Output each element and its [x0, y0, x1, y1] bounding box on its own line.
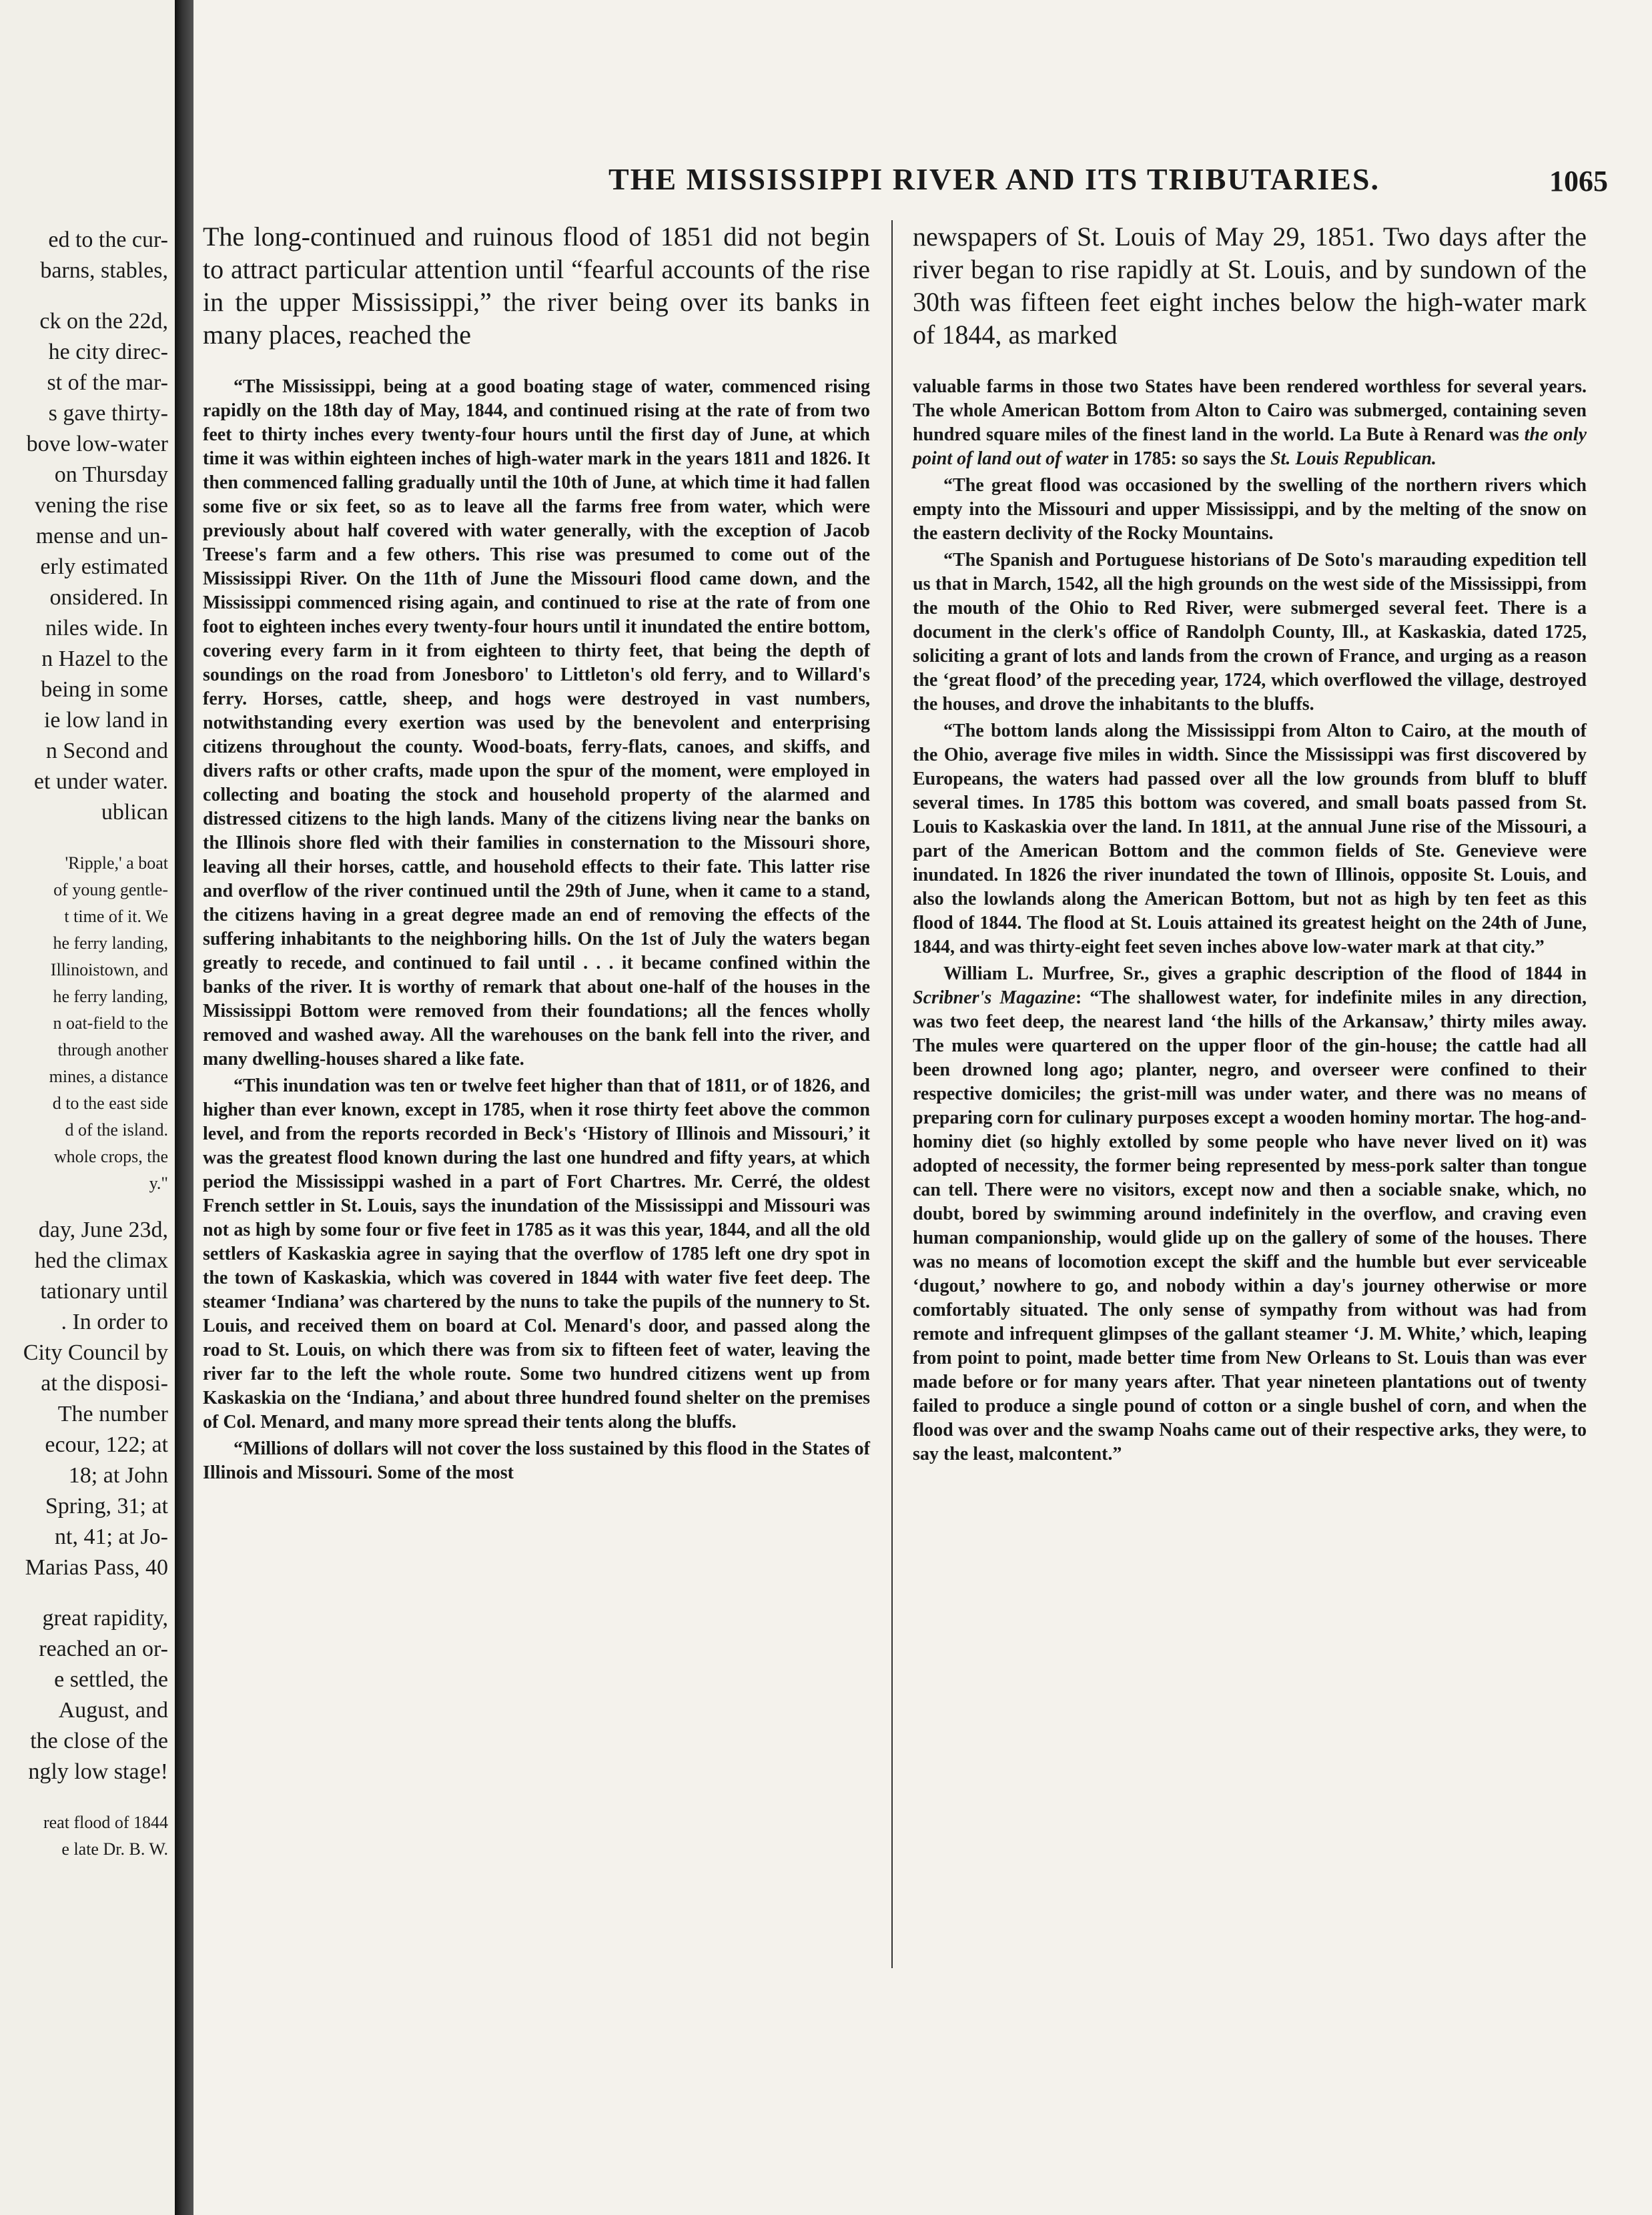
right-column: [913, 220, 1587, 1469]
facing-page-line: whole crops, the: [53, 1147, 168, 1166]
quote-paragraph: “This inundation was ten or twelve feet higher than that of 1811, or of 1826, and higher than ever known, except in 1785, when it rose thirty feet above the common level, and from the reports recorded in Beck's ‘History of Illinois and Missouri,’ it was the greatest flood known during the last one hundred and fifty years, at which period the Mississippi washed in a part of Fort Chartres. Mr. Cerré, the oldest French settler in St. Louis, says the inundation of the Mississippi and Missouri was not as high by some four or five feet in 1785 as it was this year, 1844, and all the old settlers of Kaskaskia agree in saying that the overflow of 1785 left one dry spot in the town of Kaskaskia, which was covered in 1844 with water five feet deep. The steamer ‘Indiana’ was chartered by the nuns to take the pupils of the nunnery to St. Louis, and received them on board at Col. Menard's door, and passed along the road to St. Louis, on which there was from six to fifteen feet of water, leaving the river far to the left the whole route. Some two hundred citizens went up from Kaskaskia on the ‘Indiana,’ and about three hundred found shelter on the premises of Col. Menard, and many more spread their tents along the bluffs.: [203, 1075, 870, 1432]
facing-page-line: d to the east side: [52, 1093, 168, 1113]
facing-page-line: great rapidity,: [42, 1606, 168, 1631]
facing-page-line: being in some: [41, 677, 168, 702]
quote-text: in 1785: so says the: [1108, 448, 1270, 469]
facing-page-line: he ferry landing,: [53, 987, 168, 1006]
facing-page-fragment: [0, 0, 175, 2215]
facing-page-line: bove low-water: [26, 432, 168, 456]
facing-page-line: he ferry landing,: [53, 933, 168, 953]
facing-page-line: of young gentle-: [53, 880, 168, 899]
facing-page-line: st of the mar-: [47, 370, 168, 395]
facing-page-line: e settled, the: [54, 1667, 168, 1692]
facing-page-line: nt, 41; at Jo-: [55, 1524, 168, 1549]
quote-paragraph: “The Mississippi, being at a good boating stage of water, commenced rising rapidly on the 18th day of May, 1844, and continued rising at the rate of from two feet to thirty inches every twenty-four hours until the first day of June, at which time it was within eighteen inches of high-water mark in the years 1811 and 1826. It then commenced falling gradually until the 10th of June, at which time it had fallen some five or six feet, so as to leave all the farms free from water, which were previously about half covered with water generally, with the exception of Jacob Treese's farm and a few others. This rise was presumed to come out of the Mississippi River. On the 11th of June the Missouri flood came down, and the Mississippi commenced rising again, and continued to rise at the rate of from one foot to eighteen inches every twenty-four hours until it inundated the entire bottom, covering every farm in it from eighteen to thirty feet, that being the depth of soundings on the road from Jonesboro' to Littleton's old ferry, and to Willard's ferry. Horses, cattle, sheep, and hogs were destroyed in vast numbers, notwithstanding every exertion was used by the benevolent and enterprising citizens throughout the county. Wood-boats, ferry-flats, canoes, and skiffs, and divers rafts or other crafts, made upon the spur of the moment, were employed in collecting and boating the stock and household property of the alarmed and distressed citizens to the high lands. Many of the citizens living near the banks on the Illinois shore fled with their families in consternation to the Missouri shore, leaving all their horses, cattle, and household effects to their fate. This latter rise and overflow of the river continued until the 29th of June, when it came to a stand, the citizens having in a great degree made an end of removing the effects of the suffering inhabitants to the neighboring hills. On the 1st of July the waters began greatly to recede, and continued to fail until . . . it became confined within the banks of the river. It is worthy of remark that about one-half of the houses in the Mississippi Bottom were removed from their foundations; all the fences wholly removed and washed away. All the warehouses on the bank fell into the river, and many dwelling-houses shared a like fate.: [203, 376, 870, 1069]
lead-paragraph-left: The long-continued and ruinous flood of 1851 did not begin to attract particular attention until “fearful accounts of the rise in the upper Mississippi,” the river being over its banks in many places, reached the: [203, 222, 870, 350]
facing-page-line: 'Ripple,' a boat: [65, 853, 168, 873]
column-rule: [891, 220, 893, 1968]
facing-page-line: Illinoistown, and: [50, 960, 168, 979]
facing-page-line: mines, a distance: [49, 1067, 168, 1086]
paragraph-text: William L. Murfree, Sr., gives a graphic description of the flood of 1844 in: [943, 963, 1587, 984]
quote-text: valuable farms in those two States have been rendered worthless for several years. The whole American Bottom from Alton to Cairo was submerged, containing seven hundred square miles of the finest land in the world. La Bute à Renard was: [913, 376, 1587, 445]
facing-page-line: ublican: [101, 800, 168, 825]
quote-paragraph: “The Spanish and Portuguese historians of De Soto's marauding expedition tell us that in March, 1542, all the high grounds on the west side of the Mississippi, from the mouth of the Ohio to Red River, were submerged several feet. There is a document in the clerk's office of Randolph County, Ill., at Kaskaskia, dated 1725, soliciting a grant of lots and lands from the crown of France, and urging as a reason the ‘great flood’ of the preceding year, 1724, which overflowed the village, destroyed the houses, and drove the inhabitants to the bluffs.: [913, 550, 1587, 715]
quote-paragraph: “The bottom lands along the Mississippi from Alton to Cairo, at the mouth of the Ohio, average five miles in width. Since the Mississippi was first discovered by Europeans, the waters had passed over all the low grounds from bluff to bluff several times. In 1785 this bottom was covered, and small boats passed from St. Louis to Kaskaskia over the land. In 1811, at the annual June rise of the Missouri, a part of the American Bottom and the common fields of Ste. Genevieve were inundated. In 1826 the river inundated the town of Illinois, opposite St. Louis, and also the lowlands along the American Bottom, but not as high by ten feet as this flood of 1844. The flood at St. Louis attained its greatest height on the 24th of June, 1844, and was thirty-eight feet seven inches above low-water mark at that city.”: [913, 721, 1587, 957]
facing-page-line: erly estimated: [40, 554, 168, 579]
facing-page-line: t time of it. We: [64, 907, 168, 926]
facing-page-line: The number: [57, 1402, 168, 1426]
facing-page-line: n oat-field to the: [53, 1013, 168, 1033]
facing-page-line: ie low land in: [43, 708, 168, 733]
facing-page-line: et under water.: [33, 769, 168, 794]
quote-italic-text: the only point of land out of water: [913, 424, 1587, 469]
facing-page-line: ngly low stage!: [28, 1759, 168, 1784]
facing-page-line: reached an or-: [39, 1637, 168, 1661]
facing-page-line: Spring, 31; at: [45, 1494, 168, 1518]
facing-page-line: ed to the cur-: [48, 228, 168, 252]
facing-page-line: reat flood of 1844: [43, 1813, 168, 1832]
murfree-paragraph: [913, 962, 1587, 1466]
facing-page-line: e late Dr. B. W.: [61, 1839, 168, 1859]
quote-paragraph: “Millions of dollars will not cover the loss sustained by this flood in the States of Illinois and Missouri. Some of the most: [203, 1438, 870, 1483]
paragraph-text: : “The shallowest water, for indefinite miles in any direction, was two feet deep, the nearest land ‘the hills of the Arkansaw,’ thirty miles away. The mules were quartered on the upper floor of the gin-house; the cattle had all been drowned long ago; planter, negro, and overseer were confined to their respective domiciles; the grist-mill was under water, and there was no means of preparing corn for culinary purposes except a wooden hominy mortar. The hog-and-hominy diet (so highly extolled by some people who have never lived on it) was adopted of necessity, the former being represented by mess-pork salter than tongue can tell. There were no visitors, except now and then a sociable snake, which, no doubt, bored by swimming around indefinitely in the overflow, and craving even human companionship, would glide up on the gallery of some of the houses. There was no means of locomotion except the skiff and the humble but ever serviceable ‘dugout,’ nowhere to go, and nobody within a day's journey otherwise or more comfortably situated. The only sense of sympathy from without was had from remote and infrequent glimpses of the gallant steamer ‘J. M. White,’ which, leaping from point to point, made better time from New Orleans to St. Louis than was ever made before or for many years after. That year nineteen plantations out of twenty failed to produce a single pound of cotton or a single bushel of corn, and when the flood was over and the swamp Noahs came out of their respective arks, they were, to say the least, malcontent.”: [913, 987, 1587, 1464]
facing-page-line: 18; at John: [68, 1463, 168, 1488]
facing-page-line: day, June 23d,: [38, 1218, 168, 1242]
facing-page-line: ecour, 122; at: [45, 1432, 168, 1457]
facing-page-line: niles wide. In: [45, 616, 168, 640]
page-number: 1065: [1549, 165, 1608, 197]
facing-page-line: City Council by: [23, 1340, 168, 1365]
left-column: [203, 220, 870, 1488]
facing-page-line: through another: [57, 1040, 168, 1059]
quote-paragraph: “The great flood was occasioned by the swelling of the northern rivers which empty into the Missouri and upper Mississippi, and by the melting of the snow on the eastern declivity of the Rocky Mountains.: [913, 475, 1587, 544]
facing-page-line: onsidered. In: [49, 585, 168, 610]
facing-page-line: ck on the 22d,: [39, 309, 168, 334]
facing-page-line: vening the rise: [34, 493, 168, 518]
facing-page-line: s gave thirty-: [48, 401, 168, 426]
facing-page-line: y.": [149, 1174, 168, 1193]
facing-page-line: d of the island.: [65, 1120, 168, 1140]
facing-page-line: Marias Pass, 40: [25, 1555, 168, 1580]
facing-page-line: n Hazel to the: [41, 646, 168, 671]
facing-page-line: the close of the: [30, 1729, 168, 1753]
facing-page-line: on Thursday: [54, 462, 168, 487]
facing-page-line: tationary until: [40, 1279, 168, 1304]
facing-page-line: August, and: [58, 1698, 168, 1723]
magazine-title: Scribner's Magazine: [913, 987, 1076, 1008]
facing-page-line: he city direc-: [48, 340, 168, 364]
facing-page-line: hed the climax: [34, 1248, 168, 1273]
book-gutter: [175, 0, 193, 2215]
book-page: [193, 0, 1652, 2215]
running-head: THE MISSISSIPPI RIVER AND ITS TRIBUTARIES.: [608, 162, 1380, 196]
facing-page-line: barns, stables,: [40, 258, 168, 283]
lead-paragraph-right: newspapers of St. Louis of May 29, 1851. Two days after the river began to rise rapidly at St. Louis, and by sundown of the 30th was fifteen feet eight inches below the high-water mark of 1844, as marked: [913, 222, 1587, 350]
quote-paragraph-continued: [913, 375, 1587, 471]
source-citation: St. Louis Republican.: [1270, 448, 1436, 469]
facing-page-line: n Second and: [45, 739, 168, 763]
facing-page-line: at the disposi-: [41, 1371, 168, 1396]
facing-page-line: mense and un-: [35, 524, 168, 548]
facing-page-line: . In order to: [61, 1310, 168, 1334]
